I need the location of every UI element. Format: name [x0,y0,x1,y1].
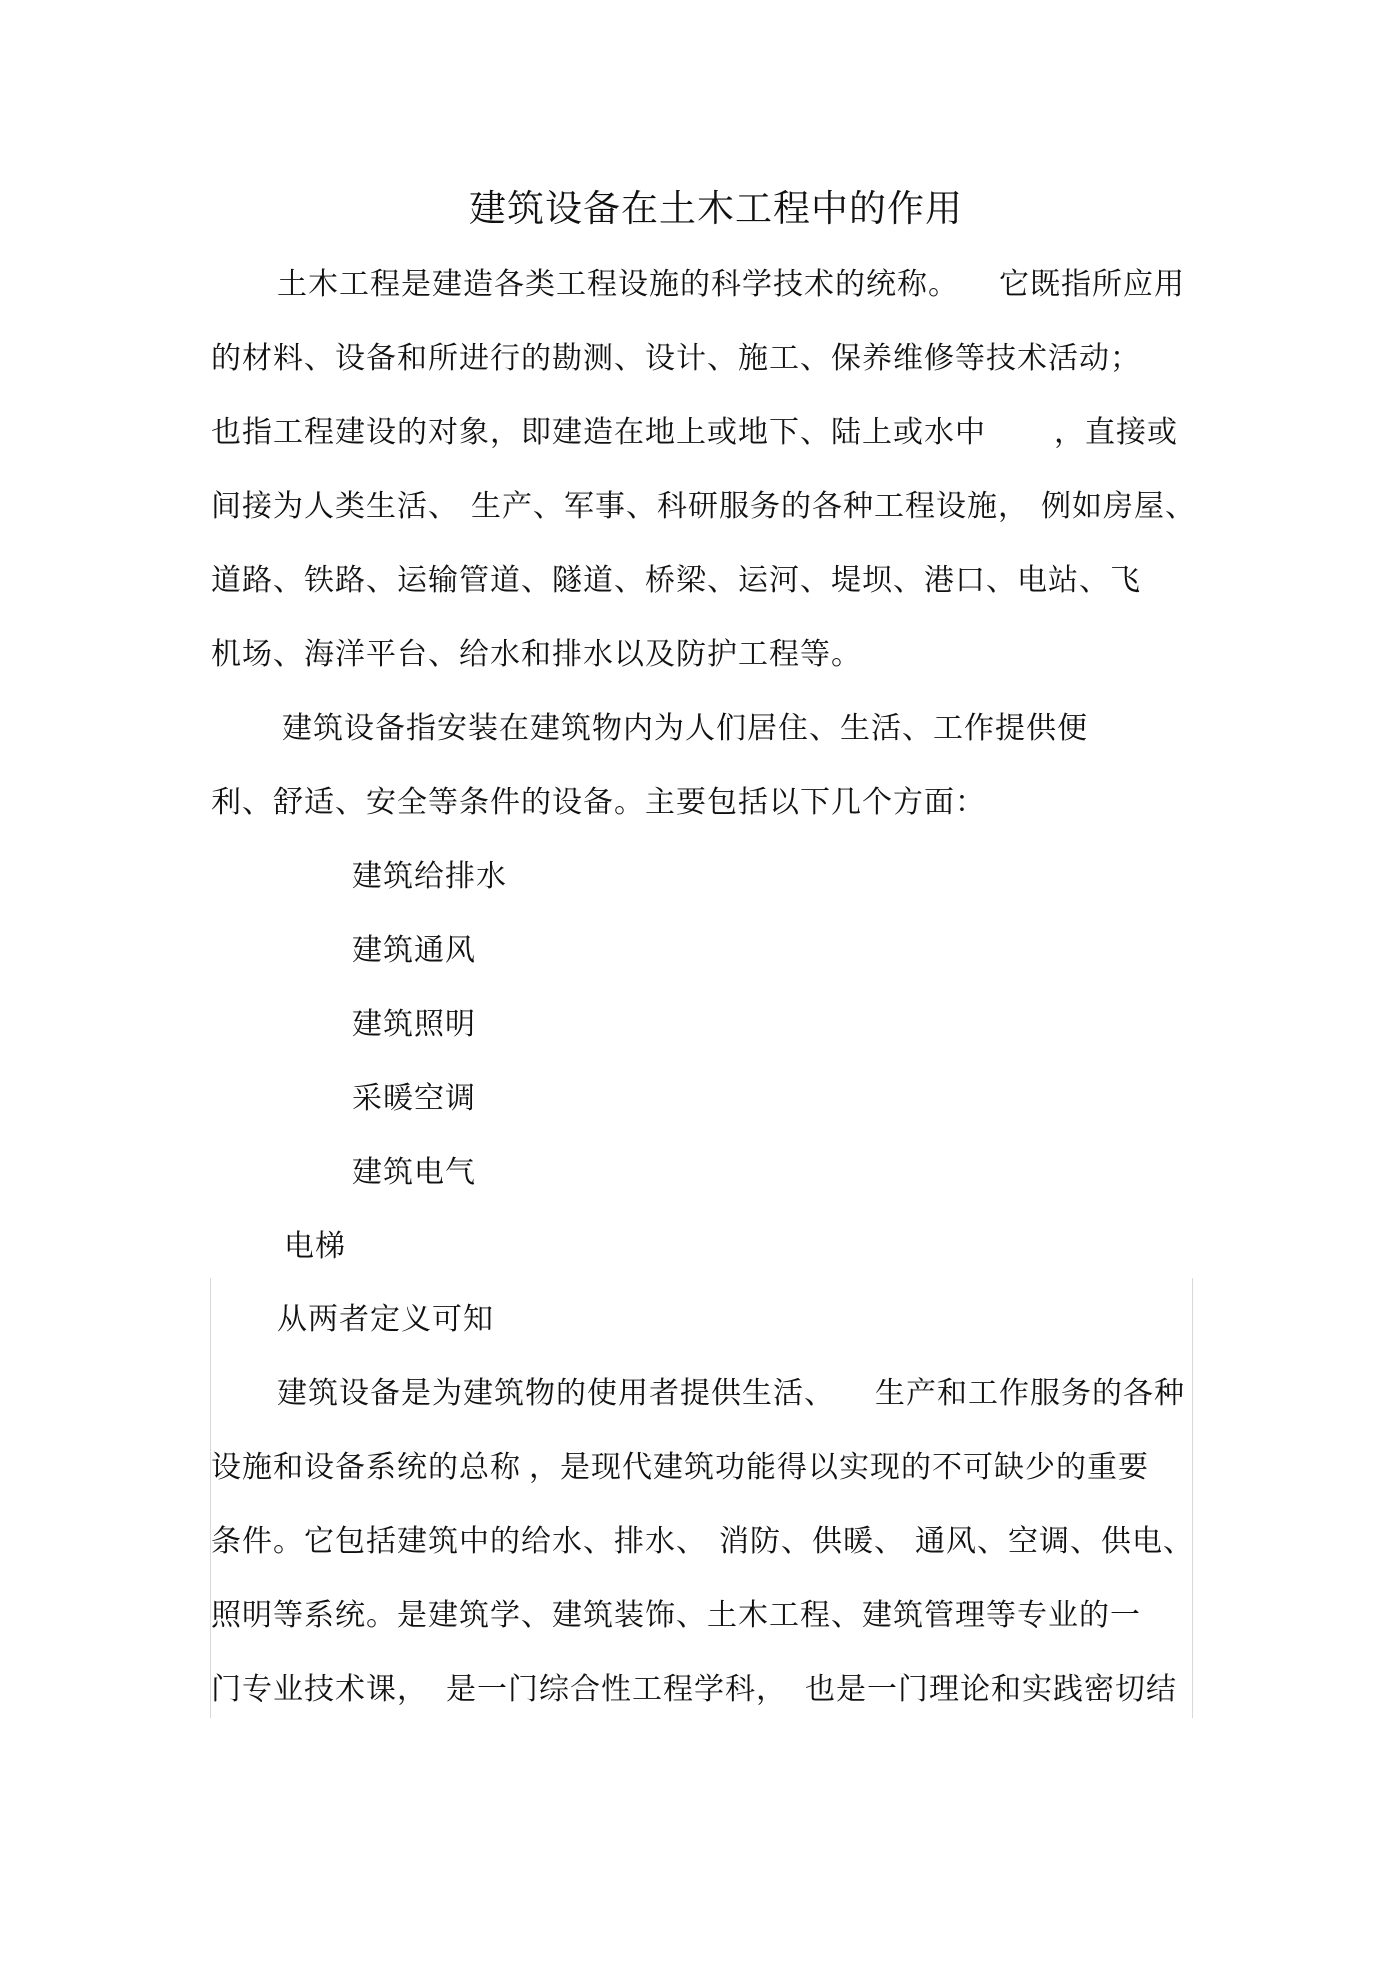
text-line [211,1596,1141,1636]
list-item [352,1153,476,1193]
list-item [352,1005,476,1045]
text-segment: 生产、军事、科研服务的各种工程设施， [471,489,1029,524]
document-title: 建筑设备在土木工程中的作用 [469,187,963,230]
text-segment: ，是现代建筑功能得以实现的不可缺少的重要 [529,1450,1149,1485]
text-segment: 通风、空调、供电、 [915,1524,1194,1559]
list-item [284,1227,346,1267]
text-segment: 例如房屋、 [1041,489,1196,524]
text-segment: 建筑照明 [352,1007,476,1042]
list-item [352,1079,476,1119]
frame-border-right [1192,1278,1193,1718]
text-segment: 建筑设备是为建筑物的使用者提供生活、 [277,1376,835,1411]
text-segment: 建筑通风 [352,933,476,968]
text-segment: 生产和工作服务的各种 [875,1376,1185,1411]
text-line [277,265,1185,305]
text-segment: ，直接或 [1054,415,1178,450]
text-line [277,1300,494,1340]
text-line [211,1670,1177,1710]
text-segment: 采暖空调 [352,1081,476,1116]
text-line [211,487,1196,527]
text-line [211,339,1141,379]
text-line [211,635,862,675]
frame-border-left [210,1278,211,1718]
text-segment: 照明等系统。是建筑学、建筑装饰、土木工程、建筑管理等专业的一 [211,1598,1141,1633]
text-segment: 也指工程建设的对象，即建造在地上或地下、陆上或水中 [211,415,986,450]
text-segment: 门专业技术课， [211,1672,428,1707]
text-segment: 电梯 [284,1229,346,1264]
text-segment: 利、舒适、安全等条件的设备。主要包括以下几个方面： [211,785,986,820]
text-segment: 的材料、设备和所进行的勘测、设计、施工、保养维修等技术活动； [211,341,1141,376]
text-line [211,783,986,823]
list-item [352,931,476,971]
text-segment: 设施和设备系统的总称 [211,1450,521,1485]
list-item [352,857,507,897]
text-segment: 间接为人类生活、 [211,489,459,524]
text-line [211,413,1178,453]
text-segment: 条件。它包括建筑中的给水、排水、 [211,1524,707,1559]
text-segment: 从两者定义可知 [277,1302,494,1337]
text-segment: 道路、铁路、运输管道、隧道、桥梁、运河、堤坝、港口、电站、飞 [211,563,1141,598]
text-segment: 土木工程是建造各类工程设施的科学技术的统称。 [277,267,959,302]
text-segment: 建筑给排水 [352,859,507,894]
text-segment: 建筑电气 [352,1155,476,1190]
text-line [277,1374,1185,1414]
text-line [211,1522,1194,1562]
text-segment: 是一门综合性工程学科， [446,1672,787,1707]
text-segment: 它既指所应用 [999,267,1185,302]
text-segment: 机场、海洋平台、给水和排水以及防护工程等。 [211,637,862,672]
text-line [282,709,1088,749]
text-segment: 也是一门理论和实践密切结 [805,1672,1177,1707]
text-segment: 建筑设备指安装在建筑物内为人们居住、生活、工作提供便 [282,711,1088,746]
text-line [211,1448,1149,1488]
text-line [211,561,1141,601]
text-segment: 消防、供暖、 [719,1524,905,1559]
